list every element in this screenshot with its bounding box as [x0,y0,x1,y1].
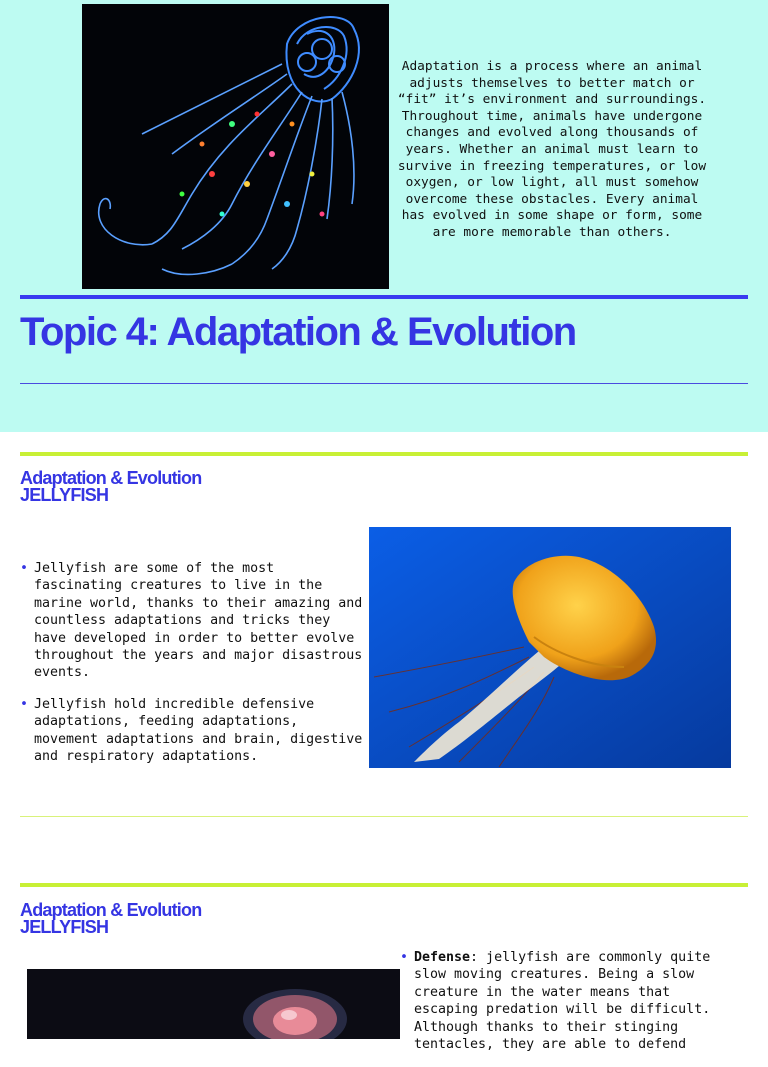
box-jellyfish-photo [82,4,389,289]
intro-paragraph: Adaptation is a process where an animal adjusts themselves to better match or “fit” it’s environment and surroundings. Throughout time, animals have undergone changes and evolved along thousands of years. Whether an animal must learn to survive in freezing temperatures, or low oxygen, or low light, all must somehow overcome these obstacles. Every animal has evolved in some shape or form, some are more memorable than others. [397,59,707,240]
section2-heading-line1: Adaptation & Evolution [20,900,202,920]
defense-label: Defense [414,950,471,965]
section1-heading [20,470,201,504]
section1-heading-line2: JELLYFISH [20,485,109,505]
box-jellyfish-illustration [82,4,389,289]
topic-divider-top [20,295,748,299]
section2-heading [20,902,201,936]
section1-heading-line1: Adaptation & Evolution [20,468,202,488]
section1-divider-top [20,452,748,456]
section1-bullet-1: • Jellyfish are some of the most fascinating creatures to live in the marine world, thanks to their amazing and countless adaptations and tricks they have developed in order to better evolve throughout the years and major disastrous events. [20,560,365,682]
section2-bullet-defense [400,949,740,1053]
section2-bullet-list [400,949,740,1067]
section2-heading-line2: JELLYFISH [20,917,109,937]
topic-header-band [0,0,768,432]
section1-divider-bottom [20,816,748,817]
jellyfish-photo [369,527,731,768]
section1-bullet-list [20,560,365,779]
topic-title: Topic 4: Adaptation & Evolution [20,310,576,354]
defense-text: : jellyfish are commonly quite slow moving creatures. Being a slow creature in the water means that escaping predation will be difficult. Although thanks to their stinging tentacles, they are able to defend [414,950,711,1053]
orange-jellyfish-illustration [369,527,731,768]
topic-divider-bottom [20,383,748,384]
section1-bullet-2: • Jellyfish hold incredible defensive adaptations, feeding adaptations, movement adaptations and brain, digestive and respiratory adaptations. [20,696,365,766]
jellyfish-photo-2 [27,969,400,1039]
section2-divider-top [20,883,748,887]
pink-jellyfish-illustration [27,969,400,1039]
